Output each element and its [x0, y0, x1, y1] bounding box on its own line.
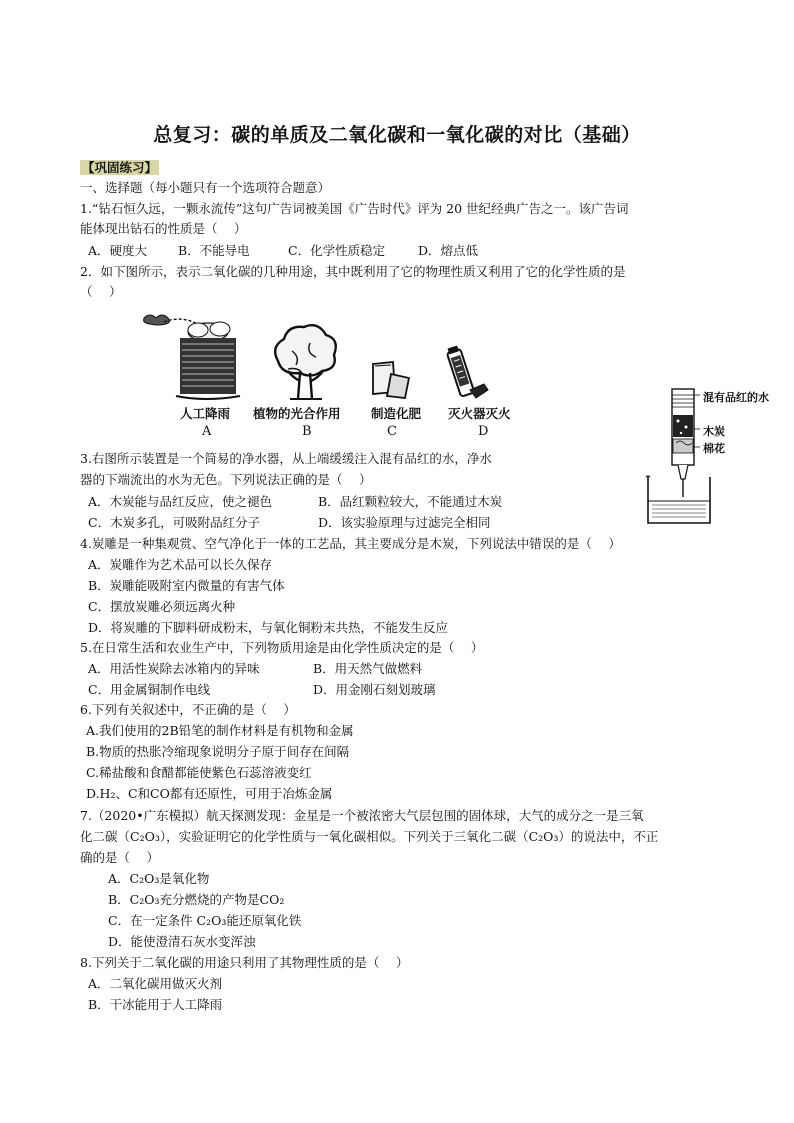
q7-option-b: B．C₂O₃充分燃烧的产物是CO₂ [108, 892, 285, 907]
rain-cloud-figure [140, 310, 240, 400]
q7-stem-line1: 7.（2020•广东模拟）航天探测发现：金星是一个被浓密大气层包围的固体球，大气的成分之一是三氧 [80, 808, 644, 823]
water-filter-apparatus [640, 385, 710, 525]
q5-option-c: C．用金属铜制作电线 [88, 682, 211, 697]
q3-stem-line2: 器的下端流出的水为无色。下列说法正确的是（ ） [80, 472, 372, 487]
figure-b-label: 植物的光合作用 [253, 406, 341, 421]
page-title: 总复习：碳的单质及二氧化碳和一氧化碳的对比（基础） [153, 124, 641, 146]
q8-option-a: A．二氧化碳用做灭火剂 [88, 976, 223, 991]
q4-stem: 4.炭雕是一种集观赏、空气净化于一体的工艺品，其主要成分是木炭，下列说法中错误的是（ ） [80, 536, 621, 551]
figure-a-letter: A [202, 424, 212, 439]
q1-option-a: A．硬度大 [88, 243, 148, 258]
filter-label-charcoal: 木炭 [703, 425, 725, 438]
q5-option-b: B．用天然气做燃料 [313, 661, 423, 676]
figure-d-letter: D [478, 424, 489, 439]
q6-option-b: B.物质的热胀冷缩现象说明分子原于间存在间隔 [86, 744, 350, 759]
q4-option-a: A．炭雕作为艺术品可以长久保存 [88, 557, 273, 572]
q4-option-c: C．摆放炭雕必须远离火种 [88, 599, 236, 614]
q3-option-d: D．该实验原理与过滤完全相同 [318, 515, 491, 530]
fertilizer-bags-figure [365, 360, 415, 402]
section-tag: 【巩固练习】 [82, 160, 158, 175]
q6-option-a: A.我们使用的2B铅笔的制作材料是有机物和金属 [86, 723, 354, 738]
q3-option-c: C．木炭多孔，可吸附品红分子 [88, 515, 261, 530]
figure-a-label: 人工降雨 [180, 406, 231, 421]
q6-stem: 6.下列有关叙述中，不正确的是（ ） [80, 702, 296, 717]
q7-option-a: A．C₂O₃是氧化物 [108, 871, 210, 886]
q8-option-b: B．干冰能用于人工降雨 [88, 997, 223, 1012]
q7-stem-line2: 化二碳（C₂O₃），实验证明它的化学性质与一氧化碳相似。下列关于三氧化二碳（C₂O₃）的说法中，不正 [80, 829, 659, 844]
q8-stem: 8.下列关于二氧化碳的用途只利用了其物理性质的是（ ） [80, 955, 409, 970]
q6-option-d: D.H₂、C和CO都有还原性，可用于冶炼金属 [86, 786, 333, 801]
q1-stem-line2: 能体现出钻石的性质是（ ） [80, 221, 247, 236]
filter-label-water: 混有品红的水 [703, 391, 769, 404]
q4-option-d: D．将炭雕的下脚料研成粉末，与氧化铜粉末共热，不能发生反应 [88, 620, 449, 635]
fire-extinguisher-figure [440, 346, 490, 402]
q7-stem-line3: 确的是（ ） [80, 850, 159, 865]
q1-stem-line1: 1.“钻石恒久远，一颗永流传”这句广告词被美国《广告时代》评为 20 世纪经典广告之一。该广告词 [80, 201, 629, 216]
filter-label-cotton: 棉花 [703, 442, 725, 455]
q5-option-d: D．用金刚石刻划玻璃 [313, 682, 436, 697]
q5-stem: 5.在日常生活和农业生产中，下列物质用途是由化学性质决定的是（ ） [80, 640, 484, 655]
figure-c-letter: C [387, 424, 397, 439]
figure-d-label: 灭火器灭火 [448, 406, 511, 421]
q1-option-b: B．不能导电 [178, 243, 250, 258]
q3-stem-line1: 3.右图所示装置是一个简易的净水器，从上端缓缓注入混有品红的水，净水 [80, 451, 492, 466]
q3-option-a: A．木炭能与品红反应，使之褪色 [88, 494, 273, 509]
q5-option-a: A．用活性炭除去冰箱内的异味 [88, 661, 260, 676]
q3-option-b: B．品红颗粒较大，不能通过木炭 [318, 494, 503, 509]
q1-option-d: D．熔点低 [418, 243, 479, 258]
figure-b-letter: B [302, 424, 312, 439]
figure-c-label: 制造化肥 [371, 406, 422, 421]
q7-option-c: C．在一定条件 C₂O₃能还原氧化铁 [108, 913, 302, 928]
q4-option-b: B．炭雕能吸附室内微量的有害气体 [88, 578, 285, 593]
q2-stem-line2: （ ） [80, 284, 122, 299]
q7-option-d: D．能使澄清石灰水变浑浊 [108, 934, 256, 949]
q1-option-c: C．化学性质稳定 [288, 243, 386, 258]
q2-stem-line1: 2．如下图所示，表示二氧化碳的几种用途，其中既利用了它的物理性质又利用了它的化学性质的是 [80, 264, 626, 279]
q6-option-c: C.稀盐酸和食醋都能使紫色石蕊溶液变红 [86, 765, 312, 780]
tree-figure [270, 325, 340, 400]
section-heading: 一、选择题（每小题只有一个选项符合题意） [80, 180, 331, 195]
